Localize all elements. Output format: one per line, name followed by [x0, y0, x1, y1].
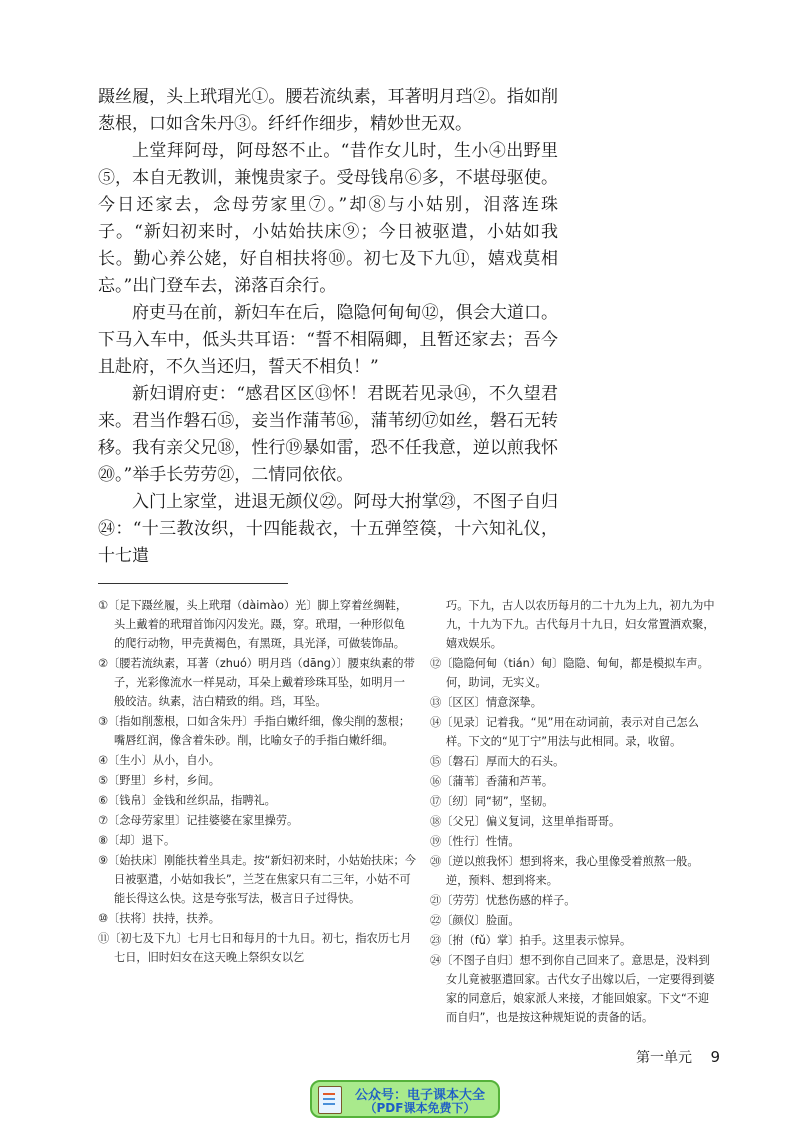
paragraph-4: 新妇谓府吏：“感君区区⑬怀！君既若见录⑭，不久望君来。君当作磐石⑮，妾当作蒲苇⑯，蒲苇纫⑰如丝，磐石无转移。我有亲父兄⑱，性行⑲暴如雷，恐不任我意，逆以煎我怀⑳。”举手长劳劳㉑，二情同依依。	[98, 384, 558, 485]
page-footer	[636, 1047, 720, 1067]
footnote-1: ①〔足下蹑丝履，头上玳瑁（dàimào）光〕脚上穿着丝绸鞋，头上戴着的玳瑁首饰闪闪发光。蹑，穿。玳瑁，一种形似龟的爬行动物，甲壳黄褐色，有黑斑，具光泽，可做装饰品。	[98, 599, 408, 650]
footnotes-left-column	[98, 596, 416, 968]
footnote-11: ⑪〔初七及下九〕七月七日和每月的十九日。初七，指农历七月七日，旧时妇女在这天晚上祭织女以乞	[98, 932, 412, 964]
footnote-2: ②〔腰若流纨素，耳著（zhuó）明月珰（dāng）〕腰束纨素的带子，光彩像流水一样晃动，耳朵上戴着珍珠耳坠，如明月一般皎洁。纨素，洁白精致的绢。珰，耳坠。	[98, 657, 415, 708]
unit-label: 第一单元	[636, 1050, 692, 1066]
page-number: 9	[710, 1048, 720, 1066]
footnote-24: ㉔〔不图子自归〕想不到你自己回来了。意思是，没料到女儿竟被驱遣回家。古代女子出嫁以后，一定要得到婆家的同意后，娘家派人来接，才能回娘家。下文“不迎而自归”，也是按这种规矩说的责备的话。	[430, 954, 715, 1024]
footnote-14: ⑭〔见录〕记着我。“见”用在动词前，表示对自己怎么样。下文的“见丁宁”用法与此相同。录，收留。	[430, 716, 699, 748]
promo-banner	[310, 1080, 500, 1118]
footnote-23: ㉓〔拊（fǔ）掌〕拍手。这里表示惊异。	[430, 934, 632, 947]
footnote-15: ⑮〔磐石〕厚而大的石头。	[430, 755, 565, 768]
footnote-11-continued: 巧。下九，古人以农历每月的二十九为上九，初九为中九，十九为下九。古代每月十九日，妇女常置酒欢聚，嬉戏娱乐。	[446, 599, 715, 650]
footnote-18: ⑱〔父兄〕偏义复词，这里单指哥哥。	[430, 815, 621, 828]
footnote-5: ⑤〔野里〕乡村，乡间。	[98, 774, 220, 787]
footnote-3: ③〔指如削葱根，口如含朱丹〕手指白嫩纤细，像尖削的葱根；嘴唇红润，像含着朱砂。削，比喻女子的手指白嫩纤细。	[98, 715, 411, 747]
main-text	[98, 84, 558, 570]
footnote-19: ⑲〔性行〕性情。	[430, 835, 520, 848]
footnote-10: ⑩〔扶将〕扶持，扶养。	[98, 912, 220, 925]
footnote-16: ⑯〔蒲苇〕香蒲和芦苇。	[430, 775, 554, 788]
book-icon	[318, 1086, 342, 1114]
footnote-divider	[98, 583, 288, 584]
footnotes-right-column	[430, 596, 720, 1028]
banner-line-2: （PDF课本免费下）	[364, 1101, 476, 1115]
footnote-17: ⑰〔纫〕同“韧”，坚韧。	[430, 795, 554, 808]
footnote-12: ⑫〔隐隐何甸（tián）甸〕隐隐、甸甸，都是模拟车声。何，助词，无实义。	[430, 657, 709, 689]
footnote-20: ⑳〔逆以煎我怀〕想到将来，我心里像受着煎熬一般。逆，预料、想到将来。	[430, 855, 699, 887]
paragraph-2: 上堂拜阿母，阿母怒不止。“昔作女儿时，生小④出野里⑤，本自无教训，兼愧贵家子。受母钱帛⑥多，不堪母驱使。今日还家去，念母劳家里⑦。”却⑧与小姑别，泪落连珠子。“新妇初来时，小姑始扶床⑨；今日被驱遣，小姑如我长。勤心养公姥，好自相扶将⑩。初七及下九⑪，嬉戏莫相忘。”出门登车去，涕落百余行。	[98, 141, 558, 296]
paragraph-1: 蹑丝履，头上玳瑁光①。腰若流纨素，耳著明月珰②。指如削葱根，口如含朱丹③。纤纤作细步，精妙世无双。	[98, 87, 558, 134]
footnote-9: ⑨〔始扶床〕刚能扶着坐具走。按“新妇初来时，小姑始扶床；今日被驱遣，小姑如我长”，兰芝在焦家只有二三年，小姑不可能长得这么快。这是夸张写法，极言日子过得快。	[98, 854, 416, 905]
paragraph-3: 府吏马在前，新妇车在后，隐隐何甸甸⑫，俱会大道口。下马入车中，低头共耳语：“誓不相隔卿，且暂还家去；吾今且赴府，不久当还归，誓天不相负！”	[98, 303, 558, 377]
footnote-8: ⑧〔却〕退下。	[98, 834, 176, 847]
footnote-4: ④〔生小〕从小，自小。	[98, 754, 220, 767]
footnote-7: ⑦〔念母劳家里〕记挂婆婆在家里操劳。	[98, 814, 299, 827]
banner-line-1: 公众号：电子课本大全	[354, 1088, 485, 1103]
footnote-6: ⑥〔钱帛〕金钱和丝织品，指聘礼。	[98, 794, 276, 807]
footnote-21: ㉑〔劳劳〕忧愁伤感的样子。	[430, 894, 576, 907]
footnote-22: ㉒〔颜仪〕脸面。	[430, 914, 520, 927]
footnote-13: ⑬〔区区〕情意深挚。	[430, 696, 542, 709]
paragraph-5: 入门上家堂，进退无颜仪㉒。阿母大拊掌㉓，不图子自归㉔：“十三教汝织，十四能裁衣，十五弹箜篌，十六知礼仪，十七遣	[98, 492, 558, 566]
